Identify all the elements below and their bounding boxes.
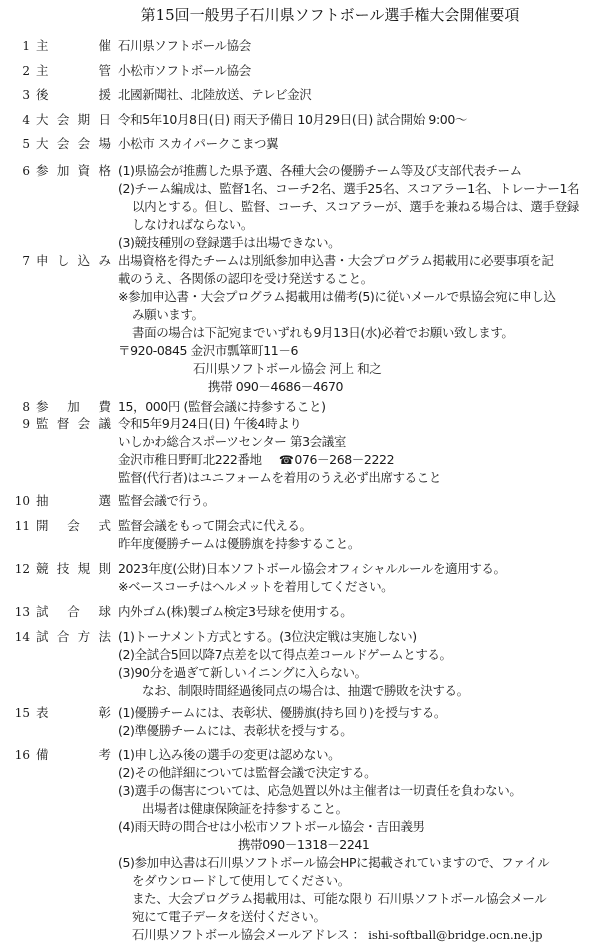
label-char: 備 [36,747,49,762]
section-label [36,560,111,578]
section-label [36,398,111,416]
label-char: 法 [98,629,111,644]
section-content [118,603,596,621]
label-char: 競 [36,561,49,576]
section-label [36,135,111,153]
content-line: 監督会議をもって開会式に代える。 [118,518,312,533]
content-line: 北國新聞社、北陸放送、テレビ金沢 [118,87,312,102]
label-char: 加 [67,399,80,414]
section-number: 6 [22,164,30,178]
label-char: み [98,253,111,268]
label-char: 則 [98,561,111,576]
email-label: 石川県ソフトボール協会メールアドレス ： [132,927,369,942]
label-char: 球 [98,604,111,619]
content-line: 出場者は健康保険証を持参すること。 [142,801,348,816]
page-title: 第15回一般男子石川県ソフトボール選手権大会開催要項 [140,6,520,24]
content-line: 以内とする。但し、監督、コーチ、スコアラーが、選手を兼ねる場合は、選手登録 [132,199,579,214]
content-line: (1)申し込み後の選手の変更は認めない。 [118,747,341,762]
content-line: (5)参加申込書は石川県ソフトボール協会HPに掲載されていますので、ファイル [118,855,550,870]
section-number: 5 [22,137,30,151]
content-line: 監督(代行者)はユニフォームを着用のうえ必ず出席すること [118,470,441,485]
section-number: 16 [14,748,30,762]
section-content [118,111,596,129]
label-char: 式 [98,518,111,533]
content-line: 2023年度(公財)日本ソフトボール協会オフィシャルルールを適用する。 [118,561,506,576]
content-line: 令和5年9月24日(日) 午後4時より [118,416,302,431]
label-char: 申 [36,253,49,268]
label-char: 会 [56,112,70,127]
section-number: 13 [14,605,30,619]
section-content [118,252,596,396]
section-content [118,86,596,104]
section-number: 1 [22,39,30,53]
content-line: み願います。 [132,307,204,322]
section-label [36,492,111,510]
content-line: 小松市 スカイパークこまつ翼 [118,136,279,151]
section-label [36,628,111,646]
content-line: (3)選手の傷害については、応急処置以外は主催者は一切責任を負わない。 [118,783,522,798]
section-label [36,162,111,180]
content-line: (1)優勝チームには、表彰状、優勝旗(持ち回り)を授与する。 [118,705,446,720]
phone-number: 076－268－2222 [294,452,395,467]
content-line: また、大会プログラム掲載用は、可能な限り 石川県ソフトボール協会メール [132,891,547,906]
label-char: 合 [67,604,80,619]
label-char: 会 [56,136,70,151]
content-line: (4)雨天時の問合せは小松市ソフトボール協会・吉田義男 [118,819,425,834]
content-line [118,926,596,944]
section-content [118,704,596,740]
content-line: 内外ゴム(株)製ゴム検定3号球を使用する。 [118,604,353,619]
label-char: 援 [98,87,111,102]
label-char: 資 [77,163,91,178]
content-line: (2)チーム編成は、監督1名、コーチ2名、選手25名、スコアラー1名、トレーナー1名 [118,181,580,196]
contact-phone: 携帯090－1318－2241 [238,837,370,852]
content-line: (2)全試合5回以降7点差を以て得点差コールドゲームとする。 [118,647,452,662]
content-line: 宛にて電子データを送付ください。 [132,909,326,924]
label-char: 試 [36,629,49,644]
section-number: 14 [14,630,30,644]
content-line: いしかわ総合スポーツセンター 第3会議室 [118,434,346,449]
section-label [36,111,111,129]
email-link[interactable]: ishi-softball@bridge.ocn.ne.jp [368,928,543,942]
label-char: 議 [98,416,111,431]
content-line: しなければならない。 [132,217,254,232]
label-char: 管 [98,63,111,78]
section-label [36,37,111,55]
contact-phone: 携帯 090－4686－4670 [208,379,344,394]
section-content [118,628,596,700]
label-char: 考 [98,747,111,762]
section-label [36,603,111,621]
section-label [36,704,111,722]
content-line: (3)競技種別の登録選手は出場できない。 [118,235,341,250]
content-line: 令和5年10月8日(日) 雨天予備日 10月29日(日) 試合開始 9:00～ [118,112,467,127]
label-char: 場 [98,136,111,151]
section-label [36,62,111,80]
section-content [118,62,596,80]
content-line: をダウンロードして使用してください。 [132,873,350,888]
content-line: (2)準優勝チームには、表彰状を授与する。 [118,723,353,738]
label-char: 方 [77,629,91,644]
section-content [118,398,596,416]
section-number: 2 [22,64,30,78]
content-line: 石川県ソフトボール協会 [118,38,251,53]
label-char: 彰 [98,705,111,720]
section-content [118,415,596,487]
section-label [36,746,111,764]
content-line: ※参加申込書・大会プログラム掲載用は備考(5)に従いメールで県協会宛に申し込 [118,289,556,304]
content-line: ※ベースコーチはヘルメットを着用してください。 [118,579,394,594]
section-number: 4 [22,113,30,127]
label-char: 費 [98,399,111,414]
content-line: (2)その他詳細については監督会議で決定する。 [118,765,377,780]
section-number: 8 [22,400,30,414]
section-number: 3 [22,88,30,102]
section-number: 9 [22,417,30,431]
label-char: 格 [98,163,111,178]
label-char: 大 [36,112,49,127]
label-char: 後 [36,87,49,102]
label-char: 参 [36,399,49,414]
label-char: 主 [36,63,49,78]
label-char: し [56,253,70,268]
phone-icon: ☎ [278,453,294,467]
label-char: 開 [36,518,49,533]
content-line: (1)トーナメント方式とする。(3位決定戦は実施しない) [118,629,417,644]
content-line: (3)90分を過ぎて新しいイニングに入らない。 [118,665,367,680]
content-line: 載のうえ、各関係の認印を受け発送すること。 [118,271,373,286]
section-number: 7 [22,254,30,268]
label-char: 会 [67,518,80,533]
section-label [36,517,111,535]
section-number: 10 [14,494,30,508]
content-line: 書面の場合は下記宛までいずれも9月13日(水)必着でお願い致します。 [132,325,514,340]
content-line: (1)県協会が推薦した県予選、各種大会の優勝チーム等及び支部代表チーム [118,163,522,178]
section-content [118,560,596,596]
label-char: 大 [36,136,49,151]
label-char: 催 [98,38,111,53]
section-number: 12 [14,562,30,576]
content-line: 15，000円 (監督会議に持参すること) [118,399,326,414]
label-char: 抽 [36,493,49,508]
content-line: 監督会議で行う。 [118,493,215,508]
label-char: 期 [77,112,91,127]
section-label [36,252,111,270]
section-content [118,37,596,55]
section-content [118,492,596,510]
section-number: 11 [14,519,30,533]
label-char: 会 [77,416,91,431]
section-label [36,86,111,104]
section-content [118,746,596,944]
section-content [118,135,596,153]
label-char: 主 [36,38,49,53]
label-char: 合 [56,629,70,644]
label-char: 督 [56,416,70,431]
address-line: 〒920-0845 金沢市瓢箪町11－6 [118,343,299,358]
label-char: 選 [98,493,111,508]
content-line: 小松市ソフトボール協会 [118,63,251,78]
contact-name: 石川県ソフトボール協会 河上 和之 [193,361,382,376]
label-char: 表 [36,705,49,720]
label-char: 技 [56,561,70,576]
label-char: 日 [98,112,111,127]
label-char: 会 [77,136,91,151]
label-char: 加 [56,163,70,178]
address-text: 金沢市稚日野町北222番地 [118,452,262,467]
section-content [118,162,596,252]
label-char: 規 [77,561,91,576]
label-char: 監 [36,416,49,431]
section-label [36,415,111,433]
section-content [118,517,596,553]
content-line: なお、制限時間経過後同点の場合は、抽選で勝敗を決する。 [142,683,469,698]
content-line: 出場資格を得たチームは別紙参加申込書・大会プログラム掲載用に必要事項を記 [118,253,554,268]
label-char: 参 [36,163,49,178]
content-line: 昨年度優勝チームは優勝旗を持参すること。 [118,536,361,551]
label-char: 込 [77,253,91,268]
content-line [118,451,596,469]
label-char: 試 [36,604,49,619]
section-number: 15 [14,706,30,720]
